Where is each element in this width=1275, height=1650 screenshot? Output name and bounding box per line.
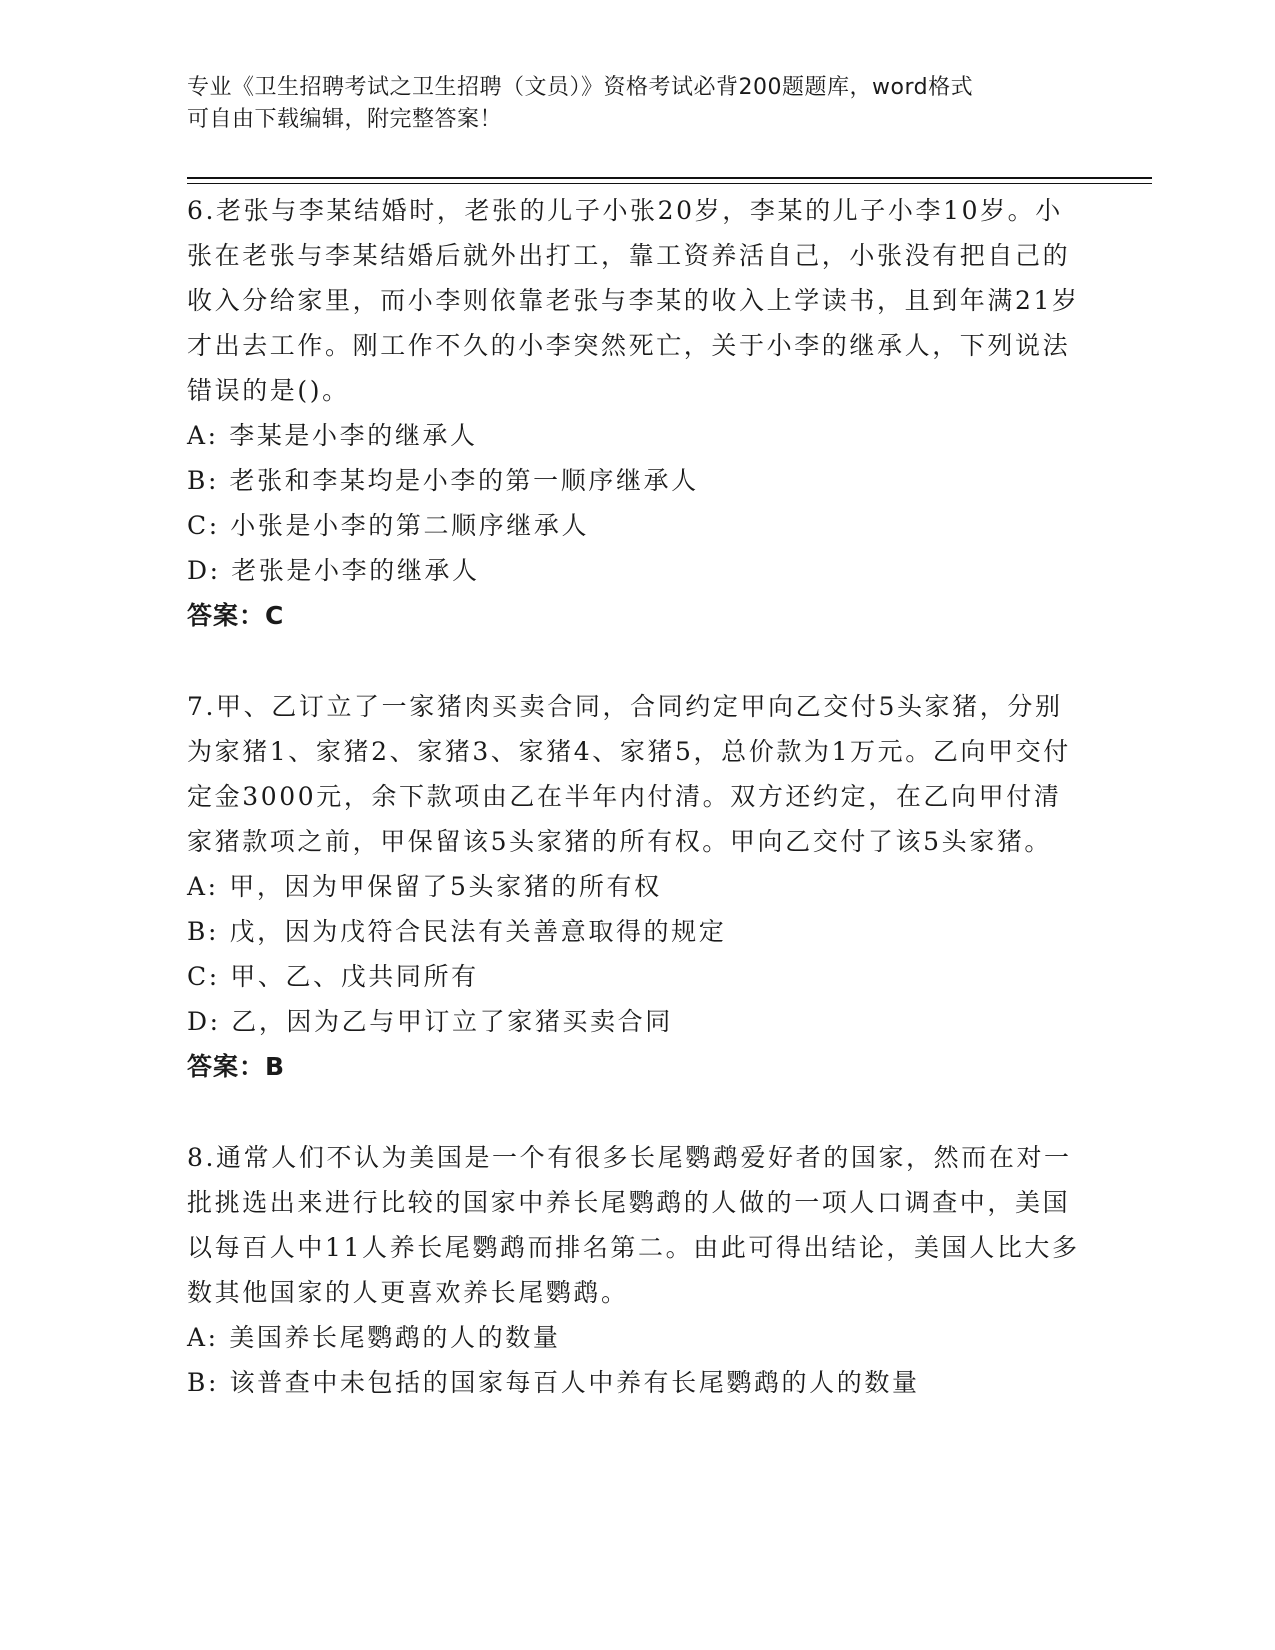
option-a: A: 甲，因为甲保留了5头家猪的所有权: [187, 872, 662, 901]
option-d: D: 老张是小李的继承人: [187, 556, 480, 585]
option-b: B: 戊，因为戊符合民法有关善意取得的规定: [187, 917, 727, 946]
question-stem: 6.老张与李某结婚时，老张的儿子小张20岁，李某的儿子小李10岁。小张在老张与李某结婚后就外出打工，靠工资养活自己，小张没有把自己的收入分给家里，而小李则依靠老张与李某的收入上学读书，且到年满21岁才出去工作。刚工作不久的小李突然死亡，关于小李的继承人，下列说法错误的是()。: [187, 196, 1080, 405]
option-c: C: 甲、乙、戊共同所有: [187, 962, 479, 991]
question-stem: 8.通常人们不认为美国是一个有很多长尾鹦鹉爱好者的国家，然而在对一批挑选出来进行比较的国家中养长尾鹦鹉的人做的一项人口调查中，美国以每百人中11人养长尾鹦鹉而排名第二。由此可得出结论，美国人比大多数其他国家的人更喜欢养长尾鹦鹉。: [187, 1143, 1080, 1307]
question-spacer: [187, 638, 1087, 684]
option-a: A: 李某是小李的继承人: [187, 421, 478, 450]
option-a: A: 美国养长尾鹦鹉的人的数量: [187, 1323, 561, 1352]
answer-line: 答案：B: [187, 1052, 286, 1081]
option-c: C: 小张是小李的第二顺序继承人: [187, 511, 590, 540]
answer-line: 答案：C: [187, 601, 285, 630]
option-b: B: 老张和李某均是小李的第一顺序继承人: [187, 466, 699, 495]
header-title-line-2: 可自由下载编辑，附完整答案！: [187, 107, 503, 132]
question-spacer: [187, 1089, 1087, 1135]
question-7: [187, 684, 1087, 1089]
question-stem: 7.甲、乙订立了一家猪肉买卖合同，合同约定甲向乙交付5头家猪，分别为家猪1、家猪2、家猪3、家猪4、家猪5，总价款为1万元。乙向甲交付定金3000元，余下款项由乙在半年内付清。双方还约定，在乙向甲付清家猪款项之前，甲保留该5头家猪的所有权。甲向乙交付了该5头家猪。: [187, 692, 1071, 856]
option-d: D: 乙，因为乙与甲订立了家猪买卖合同: [187, 1007, 673, 1036]
header-title-line-1: 专业《卫生招聘考试之卫生招聘（文员）》资格考试必背200题题库，word格式: [187, 75, 974, 100]
question-6: [187, 188, 1087, 638]
question-8: [187, 1135, 1087, 1405]
header-divider-thin: [187, 183, 1152, 184]
document-header: [187, 72, 1087, 136]
option-b: B: 该普查中未包括的国家每百人中养有长尾鹦鹉的人的数量: [187, 1368, 920, 1397]
header-divider-thick: [187, 177, 1152, 179]
question-list: [187, 188, 1087, 1405]
